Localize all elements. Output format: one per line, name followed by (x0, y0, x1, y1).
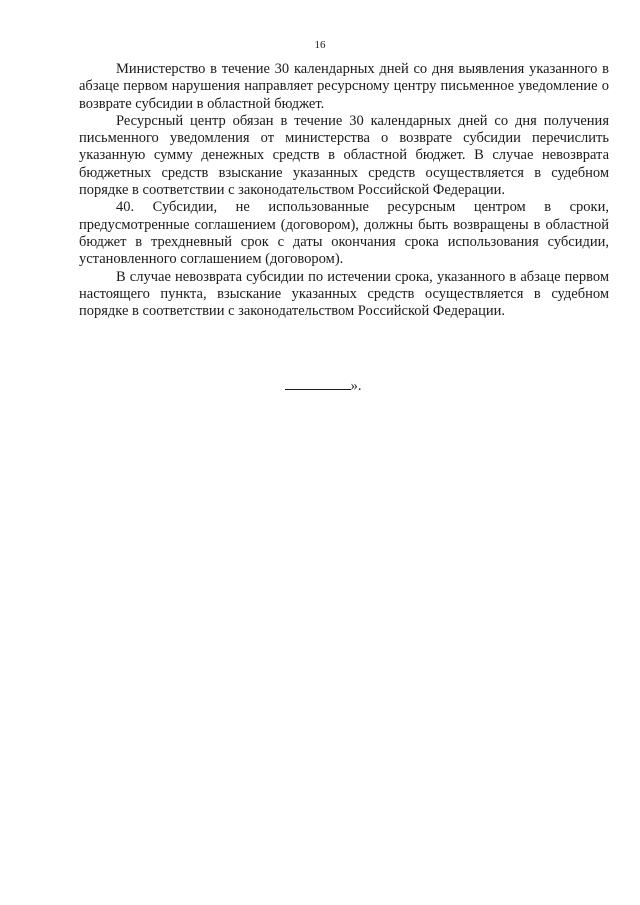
document-body (79, 61, 609, 320)
paragraph-resource-center-obligation: Ресурсный центр обязан в течение 30 календарных дней со дня получения письменного уведомления от министерства о возврате субсидии перечислить указанную сумму денежных средств в областной бюджет. В случае невозврата бюджетных средств взыскание указанных средств осуществляется в судебном порядке в соответствии с законодательством Российской Федерации. (79, 112, 609, 199)
paragraph-notification: Министерство в течение 30 календарных дней со дня выявления указанного в абзаце первом нарушения направляет ресурсному центру письменное уведомление о возврате субсидии в областной бюджет. (79, 61, 609, 112)
page-number: 16 (314, 39, 326, 51)
closing-quote-mark: ». (350, 378, 362, 394)
paragraph-item-40: 40. Субсидии, не использованные ресурсным центром в сроки, предусмотренные соглашением (договором), должны быть возвращены в областной бюджет в трехдневный срок с даты окончания срока использования субсидии, установленного соглашением (договором). (79, 199, 609, 268)
signature-underline (285, 377, 351, 390)
paragraph-non-return: В случае невозврата субсидии по истечении срока, указанного в абзаце первом настоящего пункта, взыскание указанных средств осуществляется в судебном порядке в соответствии с законодательством Российской Федерации. (79, 268, 609, 320)
closing-line (0, 377, 640, 395)
